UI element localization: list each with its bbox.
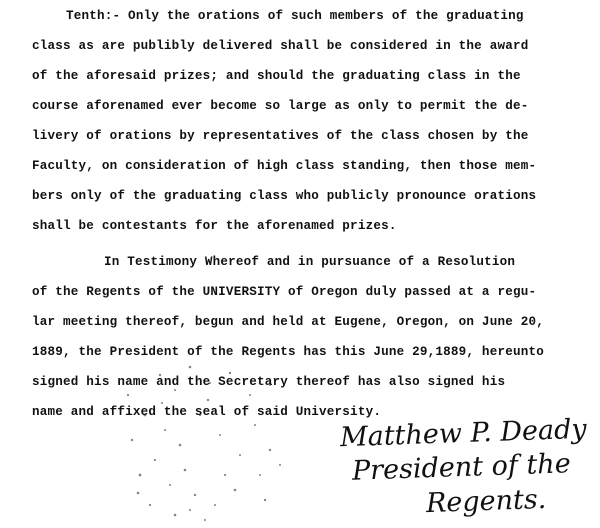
text-line-5: livery of orations by representatives of the class chosen by the [32, 129, 529, 143]
text-line-12: 1889, the President of the Regents has this June 29,1889, hereunto [32, 345, 544, 359]
text-line-13: signed his name and the Secretary thereof has also signed his [32, 375, 506, 389]
text-line-9: In Testimony Whereof and in pursuance of a Resolution [104, 255, 516, 269]
text-line-14: name and affixed the seal of said University. [32, 405, 382, 419]
text-line-4: course aforenamed ever become so large as only to permit the de- [32, 99, 529, 113]
text-line-2: class as are publibly delivered shall be considered in the award [32, 39, 529, 53]
text-line-10: of the Regents of the UNIVERSITY of Oregon duly passed at a regu- [32, 285, 537, 299]
signature-regents: Regents. [425, 483, 547, 520]
text-line-3: of the aforesaid prizes; and should the graduating class in the [32, 69, 521, 83]
signature-name: Matthew P. Deady [339, 413, 588, 454]
text-line-6: Faculty, on consideration of high class standing, then those mem- [32, 159, 537, 173]
text-line-8: shall be contestants for the aforenamed prizes. [32, 219, 397, 233]
text-line-1: Tenth:- Only the orations of such members of the graduating [66, 9, 524, 23]
text-line-7: bers only of the graduating class who publicly pronounce orations [32, 189, 537, 203]
text-line-11: lar meeting thereof, begun and held at Eugene, Oregon, on June 20, [32, 315, 544, 329]
signature-title: President of the [351, 448, 572, 487]
